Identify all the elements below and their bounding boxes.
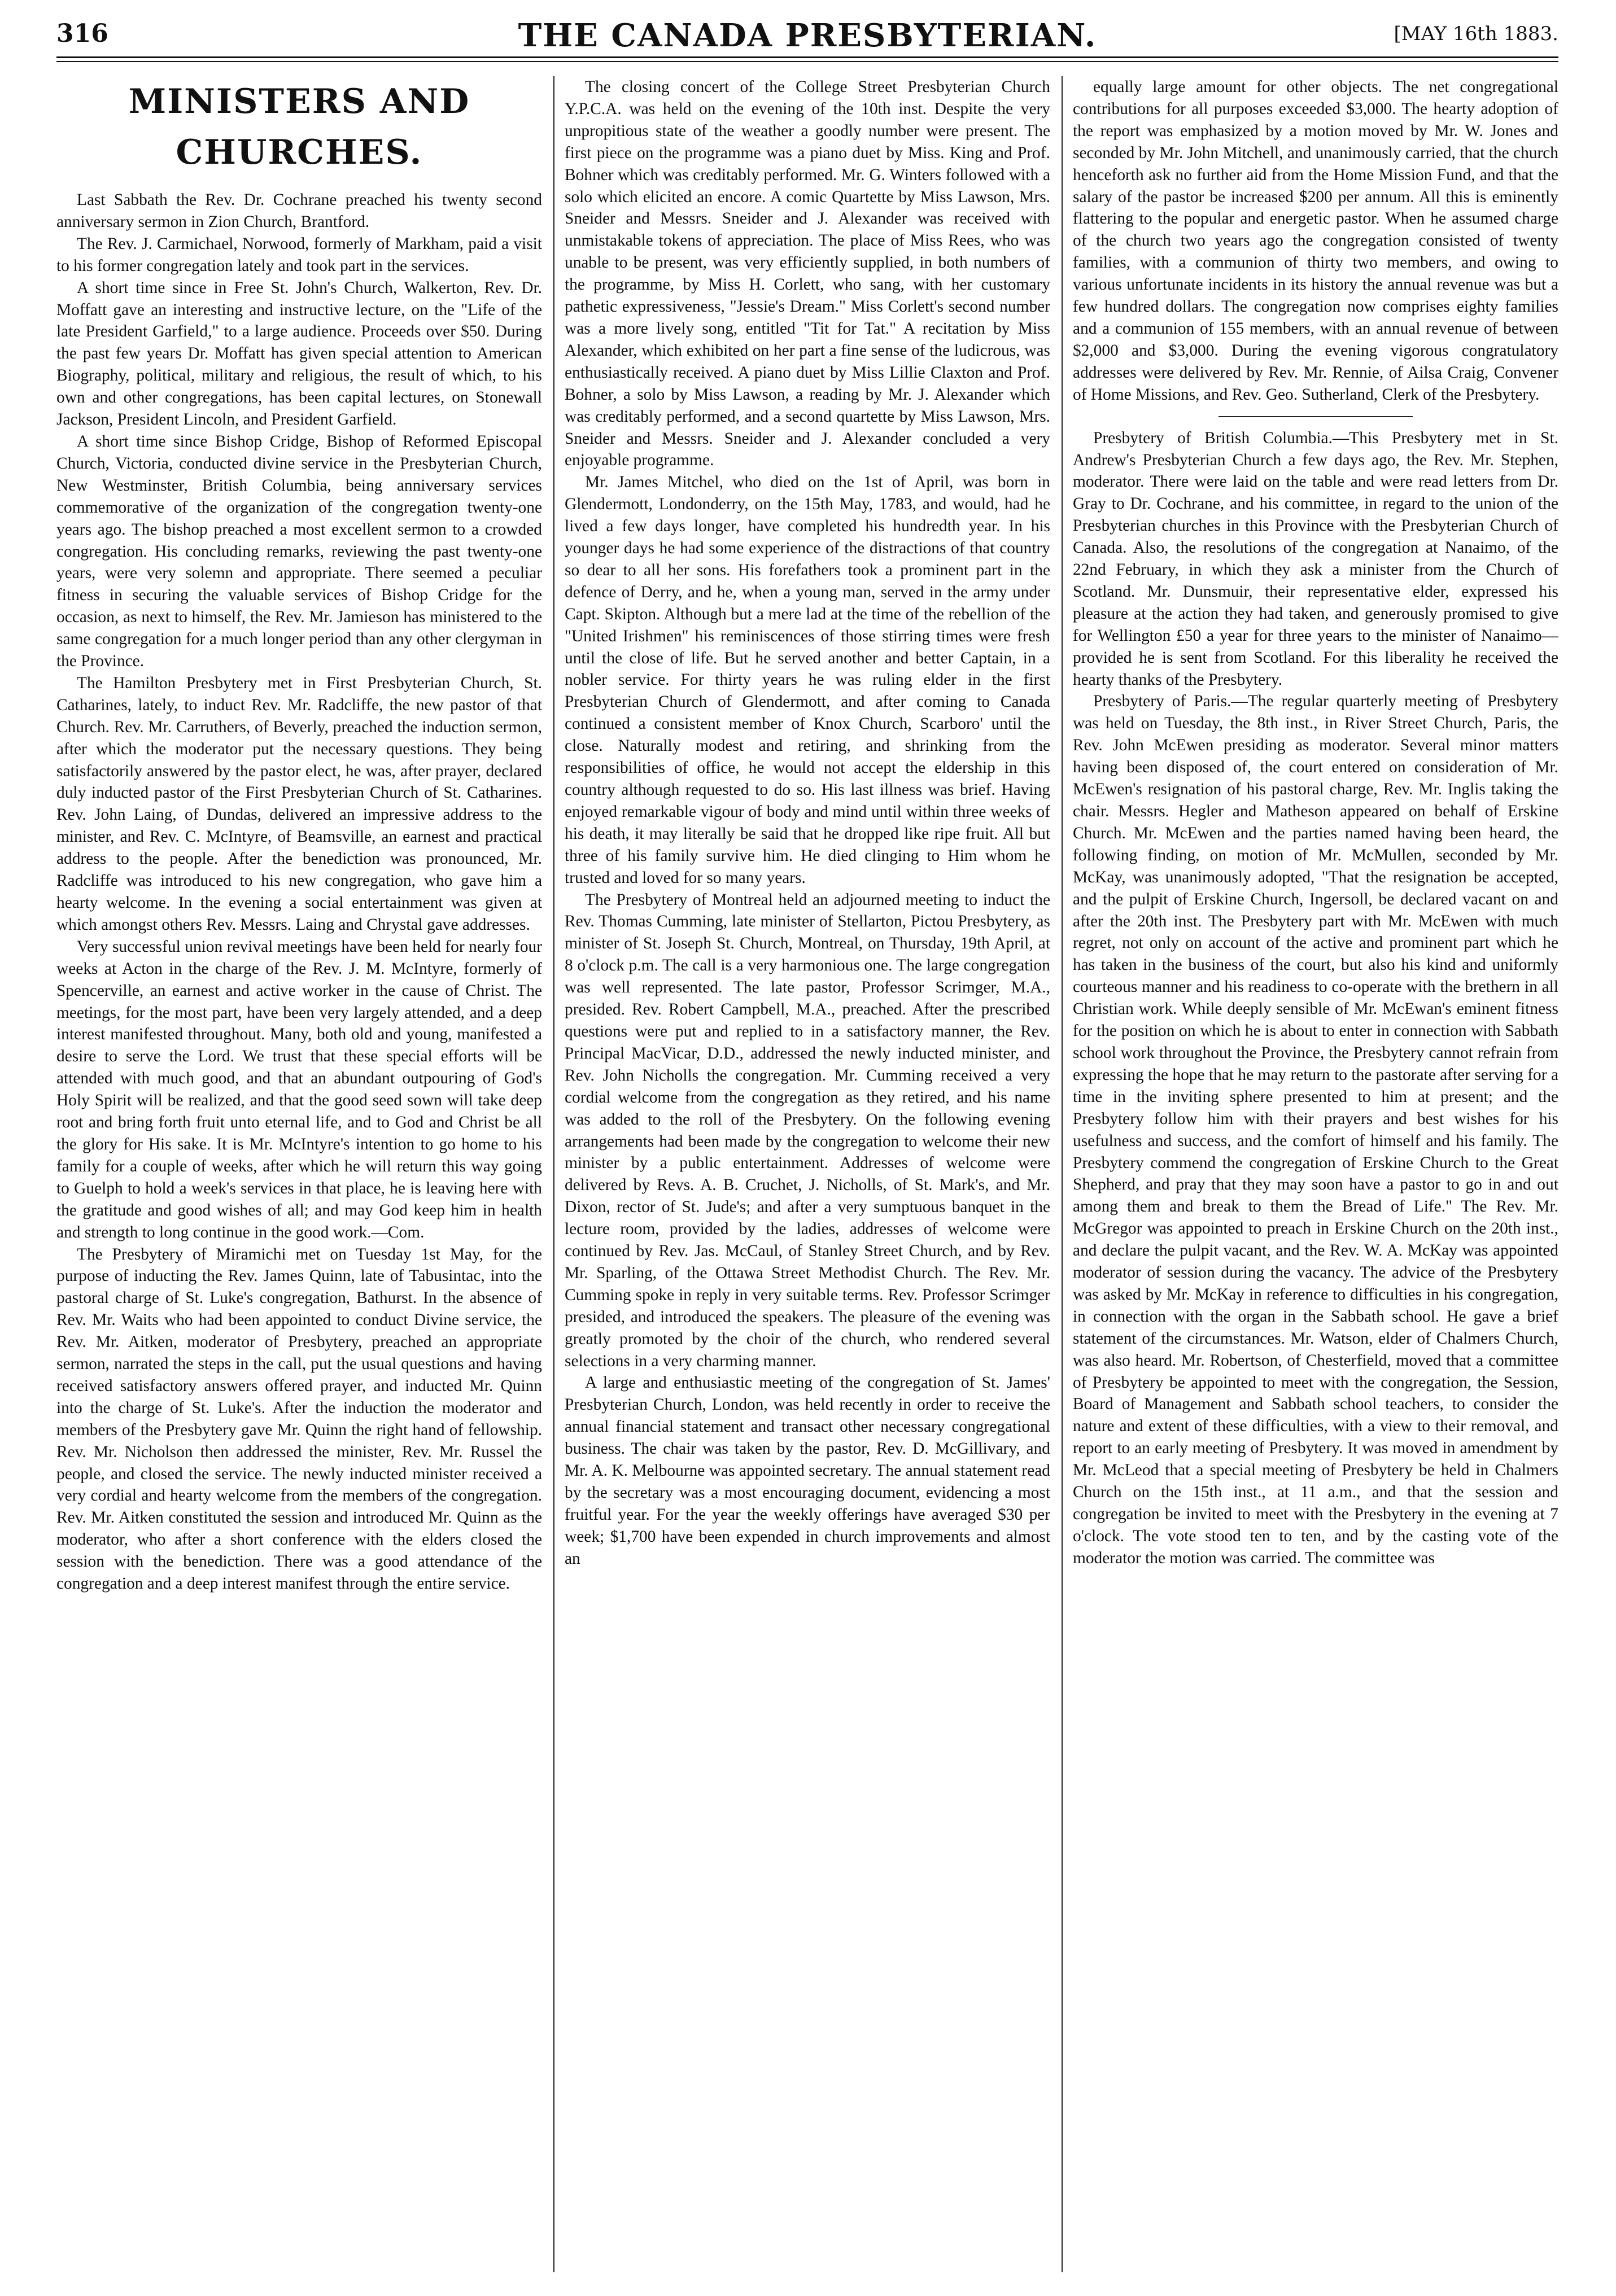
column-3 (1073, 76, 1558, 2272)
paragraph: Very successful union revival meetings have been held for nearly four weeks at Acton in the charge of the Rev. J. M. McIntyre, formerly of Spencerville, an earnest and active worker in the cause of Christ. The meetings, for the most part, have been very largely attended, and a deep interest manifested throughout. Many, both old and young, manifested a desire to serve the Lord. We trust that these special efforts will be attended with much good, and that an abundant outpouring of God's Holy Spirit will be realized, and that the good seed sown will take deep root and bring forth fruit unto eternal life, and to God and Christ be all the glory for His sake. It is Mr. McIntyre's intention to go home to his family for a couple of weeks, after which he will return this way going to Guelph to hold a week's services in that place, he is leaving here with the gratitude and good wishes of all; and may God keep him in health and strength to long continue in the good work.—Com. (56, 937, 542, 1241)
paragraph: A large and enthusiastic meeting of the congregation of St. James' Presbyterian Church, London, was held recently in order to receive the annual financial statement and transact other necessary congregational business. The chair was taken by the pastor, Rev. D. McGillivary, and Mr. A. K. Melbourne was appointed secretary. The annual statement read by the secretary was a most encouraging document, evidencing a most fruitful year. For the year the weekly offerings have averaged $30 per week; $1,700 have been expended in church improvements and almost an (565, 1374, 1050, 1568)
paragraph: Presbytery of Paris.—The regular quarterly meeting of Presbytery was held on Tuesday, the 8th inst., in River Street Church, Paris, the Rev. John McEwen presiding as moderator. Several minor matters having been disposed of, the court entered on consideration of Mr. McEwen's resignation of his pastoral charge, Rev. Mr. Inglis taking the chair. Messrs. Hegler and Matheson appeared on behalf of Erskine Church. Mr. McEwen and the parties named having been heard, the following finding, on motion of Mr. McMullen, seconded by Mr. McKay, was unanimously adopted, "That the resignation be accepted, and the pulpit of Erskine Church, Ingersoll, be declared vacant on and after the 20th inst. The Presbytery part with Mr. McEwen with much regret, not only on account of the active and prominent part which he has taken in the business of the court, but also his kind and uniformly courteous manner and his readiness to co-operate with the brethern in all Christian work. While deeply sensible of Mr. McEwan's eminent fitness for the position on which he is about to enter in connection with Sabbath school work throughout the Province, the Presbytery cannot refrain from expressing the hope that he may return to the pastorate after serving for a time in the inviting sphere presented to him at present; and the Presbytery follow him with their prayers and best wishes for his usefulness and success, and the comfort of himself and his family. The Presbytery commend the congregation of Erskine Church to the Great Shepherd, and pray that they may soon have a pastor to go in and out among them and break to them the Bread of Life." The Rev. Mr. McGregor was appointed to preach in Erskine Church on the 20th inst., and declare the pulpit vacant, and the Rev. W. A. McKay was appointed moderator of session during the vacancy. The advice of the Presbytery was asked by Mr. McKay in reference to difficulties in his congregation, in connection with the organ in the Sabbath school. He gave a brief statement of the circumstances. Mr. Watson, elder of Chalmers Church, was also heard. Mr. Robertson, of Chesterfield, moved that a committee of Presbytery be appointed to meet with the congregation, the Session, Board of Management and Sabbath school teachers, to consider the nature and extent of these difficulties, with a view to their removal, and report to an early meeting of Presbytery. It was moved in amendment by Mr. McLeod that a special meeting of Presbytery be held in Chalmers Church on the 15th inst., at 11 a.m., and that the session and congregation be invited to meet with the Presbytery in the evening at 7 o'clock. The vote stood ten to ten, and by the casting vote of the moderator the motion was carried. The committee was (1073, 692, 1558, 1567)
section-title: MINISTERS AND CHURCHES. (128, 82, 470, 172)
article-columns (56, 76, 1558, 2278)
column-1 (56, 76, 542, 2272)
page-number: 316 (56, 19, 108, 48)
paragraph: A short time since Bishop Cridge, Bishop of Reformed Episcopal Church, Victoria, conducted divine service in the Presbyterian Church, New Westminster, British Columbia, being anniversary services commemorative of the organization of the congregation twenty-one years ago. The bishop preached a most excellent sermon to a crowded congregation. His concluding remarks, reviewing the past twenty-one years, were very solemn and appropriate. There seemed a peculiar fitness in securing the valuable services of Bishop Cridge for the occasion, as next to himself, the Rev. Mr. Jamieson has ministered to the same congregation for a much longer period than any other clergyman in the Province. (56, 432, 542, 671)
section-separator (1218, 416, 1413, 417)
paragraph: The Presbytery of Montreal held an adjourned meeting to induct the Rev. Thomas Cumming, late minister of Stellarton, Pictou Presbytery, as minister of St. Joseph St. Church, Montreal, on Thursday, 19th April, at 8 o'clock p.m. The call is a very harmonious one. The large congregation was well represented. The late pastor, Professor Scrimger, M.A., presided. Rev. Robert Campbell, M.A., preached. After the prescribed questions were put and replied to in a satisfactory manner, the Rev. Principal MacVicar, D.D., addressed the newly inducted minister, and Rev. John Nicholls the congregation. Mr. Cumming received a very cordial welcome from the congregation as they retired, and his name was added to the roll of the Presbytery. On the following evening arrangements had been made by the congregation to welcome their new minister by a public entertainment. Addresses of welcome were delivered by Revs. A. B. Cruchet, J. Nicholls, of St. Mark's, and Mr. Dixon, rector of St. Jude's; and after a very sumptuous banquet in the lecture room, provided by the ladies, addresses of welcome were continued by Rev. Jas. McCaul, of Stanley Street Church, and by Rev. Mr. Sparling, of the Ottawa Street Methodist Church. The Rev. Mr. Cumming spoke in reply in very suitable terms. Rev. Professor Scrimger presided, and introduced the speakers. The pleasure of the evening was greatly promoted by the choir of the church, who rendered several selections in a very charming manner. (565, 890, 1050, 1370)
paragraph: Mr. James Mitchel, who died on the 1st of April, was born in Glendermott, Londonderry, on the 15th May, 1783, and would, had he lived a few days longer, have completed his hundredth year. In his younger days he had some experience of the distractions of that country so dear to all her sons. His forefathers took a prominent part in the defence of Derry, and he, when a young man, served in the army under Capt. Skipton. Although but a mere lad at the time of the rebellion of the "United Irishmen" his reminiscences of those stirring times were fresh until the close of life. But he served another and better Captain, in a nobler service. For thirty years he was ruling elder in the first Presbyterian Church of Glendermott, and after coming to Canada continued a consistent member of Knox Church, Scarboro' until the close. Naturally modest and retiring, and shrinking from the responsibilities of office, he would not accept the eldership in this country although requested to do so. His last illness was brief. Having enjoyed remarkable vigour of body and mind until within three weeks of his death, it may literally be said that he dropped like ripe fruit. All but three of his family survive him. He died clinging to Him whom he trusted and loved for so many years. (565, 473, 1050, 887)
issue-date: [MAY 16th 1883. (1394, 23, 1558, 45)
paragraph: The Presbytery of Miramichi met on Tuesday 1st May, for the purpose of inducting the Rev. James Quinn, late of Tabusintac, into the pastoral charge of St. Luke's congregation, Bathurst. In the absence of Rev. Mr. Waits who had been appointed to conduct Divine service, the Rev. Mr. Aitken, moderator of Presbytery, preached an appropriate sermon, narrated the steps in the call, put the usual questions and having received satisfactory answers offered prayer, and inducted Mr. Quinn into the charge of St. Luke's. After the induction the moderator and members of the Presbytery gave Mr. Quinn the right hand of fellowship. Rev. Mr. Nicholson then addressed the minister, Rev. Mr. Russel the people, and closed the service. The newly inducted minister received a very cordial and hearty welcome from the members of the congregation. Rev. Mr. Aitken constituted the session and introduced Mr. Quinn as the moderator, who after a short conference with the elders closed the session with the benediction. There was a good attendance of the congregation and a deep interest manifest through the entire service. (56, 1245, 542, 1593)
paragraph: The Rev. J. Carmichael, Norwood, formerly of Markham, paid a visit to his former congregation lately and took part in the services. (56, 234, 542, 275)
page-header (56, 17, 1558, 56)
paragraph: The Hamilton Presbytery met in First Presbyterian Church, St. Catharines, lately, to induct Rev. Mr. Radcliffe, the new pastor of that Church. Rev. Mr. Carruthers, of Beverly, preached the induction sermon, after which the moderator put the necessary questions. They being satisfactorily answered by the pastor elect, he was, after prayer, declared duly inducted pastor of the First Presbyterian Church of St. Catharines. Rev. John Laing, of Dundas, delivered an impressive address to the minister, and Rev. C. McIntyre, of Beamsville, an earnest and practical address to the people. After the benediction was pronounced, Mr. Radcliffe was introduced to his new congregation, who gave him a hearty welcome. In the evening a social entertainment was given at which amongst others Rev. Messrs. Laing and Chrystal gave addresses. (56, 674, 542, 934)
paragraph: Last Sabbath the Rev. Dr. Cochrane preached his twenty second anniversary sermon in Zion Church, Brantford. (56, 191, 542, 231)
paragraph: Presbytery of British Columbia.—This Presbytery met in St. Andrew's Presbyterian Church a few days ago, the Rev. Mr. Stephen, moderator. There were laid on the table and were read letters from Dr. Gray to Dr. Cochrane, and his committee, in regard to the union of the Presbyterian churches in this Province with the Presbyterian Church of Canada. Also, the resolutions of the congregation at Nanaimo, of the 22nd February, in which they ask a minister from the Church of Scotland. Mr. Dunsmuir, their representative elder, expressed his pleasure at the action they had taken, and generously promised to give for Wellington £50 a year for three years to the minister of Nanaimo—provided he is sent from Scotland. For this liberality he received the hearty thanks of the Presbytery. (1073, 428, 1558, 689)
paragraph: The closing concert of the College Street Presbyterian Church Y.P.C.A. was held on the evening of the 10th inst. Despite the very unpropitious state of the weather a goodly number were present. The first piece on the programme was a piano duet by Miss. King and Prof. Bohner which was creditably performed. Mr. G. Winters followed with a solo which elicited an encore. A comic Quartette by Miss Lawson, Mrs. Sneider and Messrs. Sneider and J. Alexander was received with unmistakable tokens of appreciation. The place of Miss Rees, who was unable to be present, was very efficiently supplied, in both numbers of the programme, by Miss H. Corlett, who sang, with her customary pathetic expressiveness, "Jessie's Dream." Miss Corlett's second number was a more lively song, entitled "Tit for Tat." A recitation by Miss Alexander, which exhibited on her part a fine sense of the ludicrous, was enthusiastically received. A piano duet by Miss Lillie Claxton and Prof. Bohner, a solo by Miss Lawson, a reading by Mr. J. Alexander which was creditably performed, and a second quartette by Miss Lawson, Mrs. Sneider and Messrs. Sneider and J. Alexander concluded a very enjoyable programme. (565, 78, 1050, 470)
masthead-title: THE CANADA PRESBYTERIAN. (518, 17, 1097, 54)
header-rule-thin (56, 61, 1558, 62)
paragraph: A short time since in Free St. John's Church, Walkerton, Rev. Dr. Moffatt gave an interesting and instructive lecture, on the "Life of the late President Garfield," to a large audience. Proceeds over $50. During the past few years Dr. Moffatt has given special attention to American Biography, political, military and religious, the result of which, to his own and other congregations, has been capital lectures, on Stonewall Jackson, President Lincoln, and President Garfield. (56, 278, 542, 429)
column-2 (565, 76, 1050, 2272)
header-rule (56, 56, 1558, 58)
paragraph: equally large amount for other objects. The net congregational contributions for all purposes exceeded $3,000. The hearty adoption of the report was emphasized by a motion moved by Mr. W. Jones and seconded by Mr. John Mitchell, and unanimously carried, that the church henceforth ask no further aid from the Home Mission Fund, and that the salary of the pastor be increased $200 per annum. All this is eminently flattering to the popular and energetic pastor. When he assumed charge of the church two years ago the congregation consisted of twenty families, with a communion of thirty two members, and owing to various unfortunate incidents in its history the annual revenue was but a few hundred dollars. The congregation now comprises eighty families and a communion of 155 members, with an annual revenue of between $2,000 and $3,000. During the evening vigorous congratulatory addresses were delivered by Rev. Mr. Rennie, of Ailsa Craig, Convener of Home Missions, and Rev. Geo. Sutherland, Clerk of the Presbytery. (1073, 78, 1558, 404)
